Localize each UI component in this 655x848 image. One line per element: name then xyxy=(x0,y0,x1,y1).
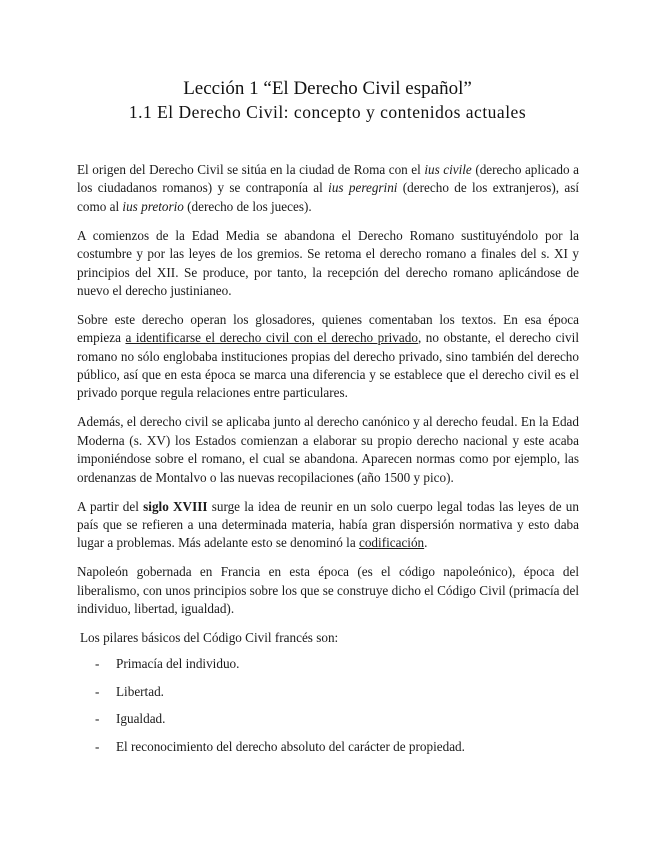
text-run: . xyxy=(424,535,428,551)
list-item-text: Igualdad. xyxy=(116,711,166,727)
text-run: surge la idea de reunir en un solo cuerpo legal todas las leyes de un país que se refieren a una determinada materia, había gran dispersión normativa y esto daba lugar a problemas. Más adelante esto se denominó la xyxy=(77,498,579,551)
term-ius-pretorio: ius pretorio xyxy=(122,198,184,214)
list-item-text: Libertad. xyxy=(116,683,164,699)
paragraph-glossators xyxy=(77,311,579,403)
list-item xyxy=(77,683,579,711)
term-ius-civile: ius civile xyxy=(424,162,472,177)
list-item-text: Primacía del individuo. xyxy=(116,656,240,672)
pillars-intro: Los pilares básicos del Código Civil francés son: xyxy=(80,629,339,645)
paragraph-codification xyxy=(77,498,579,553)
pillars-list xyxy=(77,655,579,765)
bold-phrase: siglo XVIII xyxy=(143,498,208,514)
paragraph-origin xyxy=(77,161,579,216)
list-dash: - xyxy=(95,683,100,699)
text-run: A partir del xyxy=(77,498,144,514)
list-item-text: El reconocimiento del derecho absoluto del carácter de propiedad. xyxy=(116,738,465,754)
paragraph-napoleon: Napoleón gobernada en Francia en esta época (es el código napoleónico), época del liberalismo, con unos principios sobre los que se construye dicho el Código Civil (primacía del individuo, libertad, igualdad). xyxy=(77,564,579,617)
text-run: , no obstante, el derecho civil romano no sólo englobaba instituciones propias del derecho privado, sino también del derecho público, así que en esta época se marca una diferencia y se establece que el derecho civil es el privado porque regula relaciones entre particulares. xyxy=(77,330,579,401)
list-dash: - xyxy=(95,738,100,754)
term-ius-peregrini: ius peregrini xyxy=(328,180,398,196)
paragraph-modern-age: Además, el derecho civil se aplicaba junto al derecho canónico y al derecho feudal. En la Edad Moderna (s. XV) los Estados comienzan a elaborar su propio derecho nacional y este acaba imponiéndose sobre el romano, el cual se abandona. Aparecen normas como por ejemplo, las ordenanzas de Montalvo o las nuevas recopilaciones (año 1500 y pico). xyxy=(77,414,579,485)
paragraph-middle-ages: A comienzos de la Edad Media se abandona el Derecho Romano sustituyéndolo por la costumbre y por las leyes de los gremios. Se retoma el derecho romano a finales del s. XI y principios del XII. Se produce, por tanto, la recepción del derecho romano aplicándose de nuevo el derecho justinianeo. xyxy=(77,227,579,298)
underlined-term-codificacion: codificación xyxy=(358,535,425,551)
section-subtitle: 1.1 El Derecho Civil: concepto y contenidos actuales xyxy=(128,102,527,122)
text-run: (derecho aplicado a los ciudadanos romanos) y se contraponía al xyxy=(77,162,579,196)
underlined-phrase: a identificarse el derecho civil con el derecho privado xyxy=(125,330,418,346)
text-run: (derecho de los extranjeros), así como al xyxy=(77,180,579,214)
list-dash: - xyxy=(95,656,100,672)
text-run: (derecho de los jueces). xyxy=(183,198,312,214)
text-run: El origen del Derecho Civil se sitúa en la ciudad de Roma con el xyxy=(77,162,425,177)
list-item xyxy=(77,710,579,738)
text-run: Sobre este derecho operan los glosadores, quienes comentaban los textos. En esa época empieza xyxy=(77,311,579,346)
list-item xyxy=(77,655,579,683)
document-body xyxy=(77,161,579,765)
list-item xyxy=(77,738,579,766)
lesson-title: Lección 1 “El Derecho Civil español” xyxy=(183,78,472,99)
list-dash: - xyxy=(95,711,100,727)
